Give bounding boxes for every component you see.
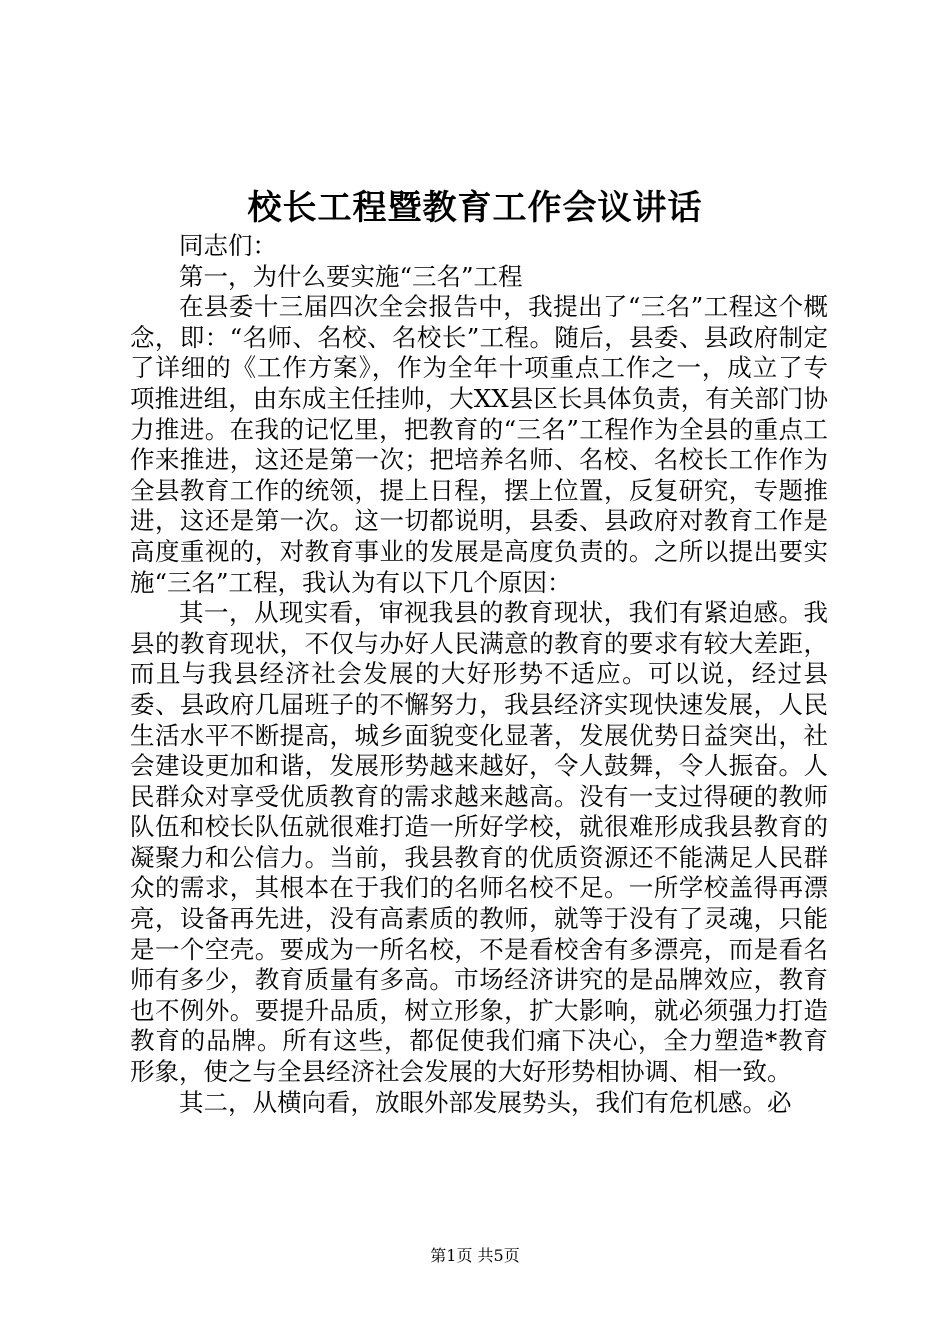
- page-total: 共5页: [477, 1246, 520, 1265]
- body-paragraph: 在县委十三届四次全会报告中，我提出了“三名”工程这个概念，即：“名师、名校、名校长”工程。随后，县委、县政府制定了详细的《工作方案》，作为全年十项重点工作之一，成立了专项推进组，由东成主任挂帅，大XX县区长具体负责，有关部门协力推进。在我的记忆里，把教育的“三名”工程作为全县的重点工作来推进，这还是第一次；把培养名师、名校、名校长工作作为全县教育工作的统领，提上日程，摆上位置，反复研究，专题推进，这还是第一次。这一切都说明，县委、县政府对教育工作是高度重视的，对教育事业的发展是高度负责的。之所以提出要实施“三名”工程，我认为有以下几个原因：: [130, 292, 828, 597]
- page-number: 第1页: [430, 1246, 473, 1265]
- body-paragraph: 其一，从现实看，审视我县的教育现状，我们有紧迫感。我县的教育现状，不仅与办好人民满意的教育的要求有较大差距，而且与我县经济社会发展的大好形势不适应。可以说，经过县委、县政府几届班子的不懈努力，我县经济实现快速发展，人民生活水平不断提高，城乡面貌变化显著，发展优势日益突出，社会建设更加和谐，发展形势越来越好，令人鼓舞，令人振奋。人民群众对享受优质教育的需求越来越高。没有一支过得硬的教师队伍和校长队伍就很难打造一所好学校，就很难形成我县教育的凝聚力和公信力。当前，我县教育的优质资源还不能满足人民群众的需求，其根本在于我们的名师名校不足。一所学校盖得再漂亮，设备再先进，没有高素质的教师，就等于没有了灵魂，只能是一个空壳。要成为一所名校，不是看校舍有多漂亮，而是看名师有多少，教育质量有多高。市场经济讲究的是品牌效应，教育也不例外。要提升品质，树立形象，扩大影响，就必须强力打造教育的品牌。所有这些，都促使我们痛下决心，全力塑造*教育形象，使之与全县经济社会发展的大好形势相协调、相一致。: [130, 598, 828, 1087]
- document-title: 校长工程暨教育工作会议讲话: [247, 188, 703, 228]
- salutation: 同志们：: [179, 231, 277, 260]
- section-heading: 第一，为什么要实施“三名”工程: [179, 261, 523, 291]
- page-footer: [0, 1245, 950, 1267]
- document-body: [130, 231, 828, 1118]
- body-paragraph: 其二，从横向看，放眼外部发展势头，我们有危机感。必: [179, 1087, 792, 1117]
